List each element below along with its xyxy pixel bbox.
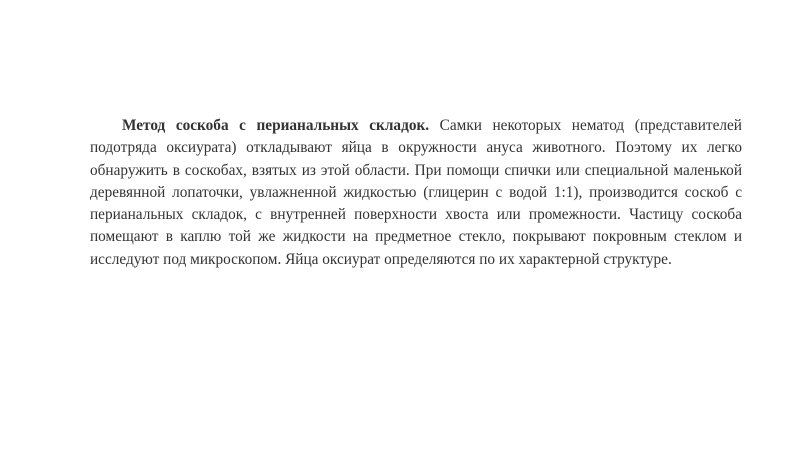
paragraph-heading: Метод соскоба с перианальных складок. (122, 117, 430, 134)
method-paragraph (90, 115, 742, 271)
paragraph-body: Самки некоторых нематод (представителей подотряда оксиурата) откладывают яйца в окружности ануса животного. Поэтому их легко обнаружить в соскобах, взятых из этой области. При помощи спички или специальной маленькой деревянной лопаточки, увлажненной жидкостью (глицерин с водой 1:1), производится соскоб с перианальных складок, с внутренней поверхности хвоста или промежности. Частицу соскоба помещают в каплю той же жидкости на предметное стекло, покрывают покровным стеклом и исследуют под микроскопом. Яйца оксиурат определяются по их характерной структуре. (90, 117, 742, 268)
